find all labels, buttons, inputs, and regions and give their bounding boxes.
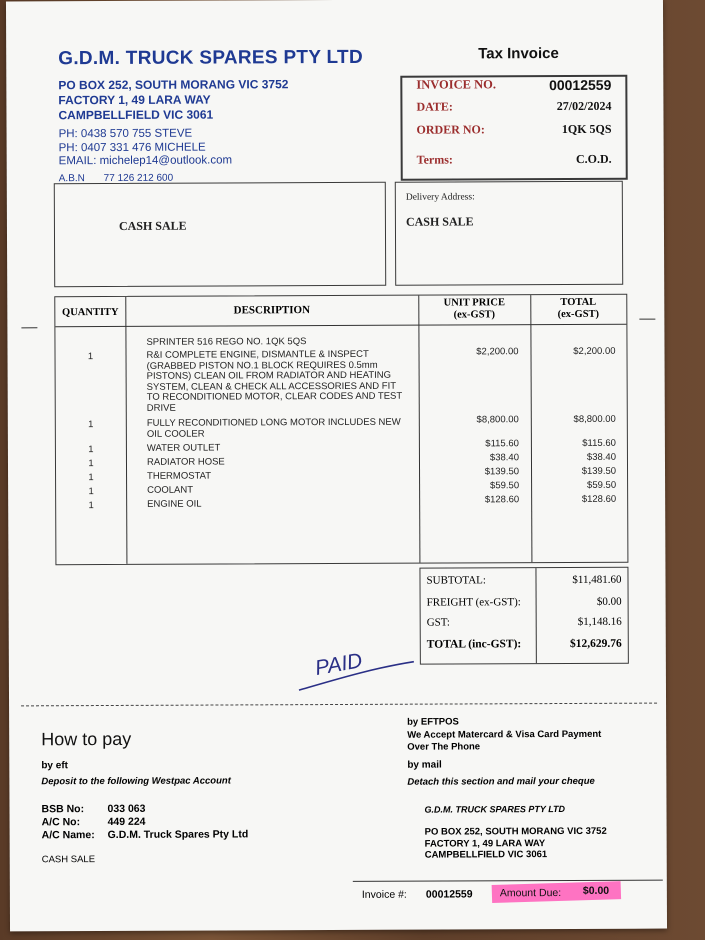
row-6-total: $59.50 [587,479,617,491]
row-7-total: $128.60 [581,493,617,505]
amount-due-label: Amount Due: [499,887,562,900]
totals-box [419,567,628,665]
bill-to-box [54,182,386,287]
col-divider-2 [418,296,420,563]
acno-label: A/C No: [41,816,81,829]
mail-address-2: FACTORY 1, 49 LARA WAY [424,837,546,850]
row-6-qty: 1 [88,486,94,498]
remit-invoice-label: Invoice #: [361,888,407,901]
row-3-qty: 1 [88,444,94,456]
paid-handwriting [294,640,419,696]
remit-invoice-no: 00012559 [425,888,473,901]
email: EMAIL: michelep14@outlook.com [58,154,233,168]
row-1-qty: 1 [87,351,94,363]
bank-details [41,802,248,842]
bill-to-name: CASH SALE [118,218,187,233]
paid-text: PAID [313,649,365,681]
mail-company: G.D.M. TRUCK SPARES PTY LTD [424,804,566,815]
eftpos-label: by EFTPOS [407,716,459,728]
row-2-qty: 1 [88,419,94,431]
row-4-qty: 1 [88,458,94,470]
header-total-sub: (ex-GST) [557,308,600,321]
row-6-unit: $59.50 [490,480,520,492]
table-header-divider [55,324,626,327]
row-3-total: $115.60 [582,437,616,449]
mail-description: Detach this section and mail your cheque [407,775,595,788]
company-address [58,77,288,123]
eftpos-section [407,716,601,754]
delivery-label: Delivery Address: [405,192,475,203]
eftpos-desc-2: Over The Phone [407,741,481,753]
row-5-unit: $139.50 [484,466,520,478]
row-1-desc: R&I COMPLETE ENGINE, DISMANTLE & INSPECT (GRABBED PISTON NO.1 BLOCK REQUIRES 0.5mm PISTONS) CLEAN OIL FROM RADIATOR AND HEATING SYSTEM, CLEAN & CHECK ALL ACCESSORIES AND FIT TO RECONDITIONED MOTOR, CLEAR CODES AND TEST DRIVE [146,348,403,414]
phone-steve: PH: 0438 570 755 STEVE [58,127,193,141]
gst-value: $1,148.16 [577,615,622,628]
row-3-unit: $115.60 [485,438,519,450]
how-to-pay-title: How to pay [41,728,132,750]
vehicle-line: SPRINTER 516 REGO NO. 1QK 5QS [146,336,307,348]
bsb-value: 033 063 [107,802,146,816]
header-unit-price-sub: (ex-GST) [453,309,496,321]
total-label: TOTAL (inc-GST): [426,638,522,651]
eft-description: Deposit to the following Westpac Account [41,775,231,788]
acname-label: A/C Name: [41,829,95,842]
subtotal-label: SUBTOTAL: [426,574,486,587]
tear-off-line [21,703,657,707]
header-unit-price-label: UNIT PRICE [443,297,505,309]
phone-michele: PH: 0407 331 476 MICHELE [58,141,206,154]
acname-value: G.D.M. Truck Spares Pty Ltd [107,828,249,842]
mail-address-3: CAMPBELLFIELD VIC 3061 [424,849,548,861]
subtotal-value: $11,481.60 [572,573,622,586]
abn-label: A.B.N [58,173,85,185]
header-quantity: QUANTITY [62,306,119,319]
header-unit-price [418,297,530,321]
address-line-2: FACTORY 1, 49 LARA WAY [58,92,211,108]
terms-label: Terms: [416,152,453,167]
row-5-desc: THERMOSTAT [147,470,212,482]
invoice-no-value: 00012559 [549,76,612,94]
invoice-info-box [400,75,627,181]
mail-label: by mail [407,759,442,771]
row-5-total: $139.50 [581,465,617,477]
row-5-qty: 1 [88,472,94,484]
items-table [54,294,628,565]
delivery-box [395,181,623,286]
header-description: DESCRIPTION [233,304,311,317]
date-value: 27/02/2024 [556,98,612,114]
document-title: Tax Invoice [478,45,559,63]
row-4-total: $38.40 [586,451,616,463]
row-7-unit: $128.60 [484,494,520,506]
date-label: DATE: [416,99,453,114]
fold-mark-left [21,327,37,328]
address-line-1: PO BOX 252, SOUTH MORANG VIC 3752 [58,77,289,93]
amount-due-value: $0.00 [582,884,610,897]
customer-name: CASH SALE [41,854,96,866]
acno-value: 449 224 [107,815,146,829]
eft-label: by eft [41,760,69,772]
row-6-desc: COOLANT [147,484,194,496]
row-4-desc: RADIATOR HOSE [146,456,225,468]
invoice-no-label: INVOICE NO. [416,77,496,92]
order-label: ORDER NO: [416,122,485,137]
row-2-total: $8,800.00 [573,413,616,425]
mail-address [425,826,607,861]
abn-value: 77 126 212 600 [103,172,174,185]
company-name: G.D.M. TRUCK SPARES PTY LTD [58,46,364,70]
freight-value: $0.00 [596,595,622,608]
header-total [530,297,626,321]
col-divider-3 [530,295,532,562]
row-1-total: $2,200.00 [573,345,616,357]
address-line-3: CAMPBELLFIELD VIC 3061 [58,107,214,123]
invoice-paper [6,0,667,931]
terms-value: C.O.D. [575,151,612,166]
row-1-unit: $2,200.00 [476,346,519,358]
row-2-desc: FULLY RECONDITIONED LONG MOTOR INCLUDES NEW OIL COOLER [146,416,401,440]
header-total-label: TOTAL [560,296,597,309]
mail-address-1: PO BOX 252, SOUTH MORANG VIC 3752 [424,825,607,838]
delivery-value: CASH SALE [405,214,474,229]
row-4-unit: $38.40 [489,452,519,464]
row-2-unit: $8,800.00 [476,414,519,426]
bsb-label: BSB No: [41,803,85,816]
totals-divider [535,568,536,663]
order-value: 1QK 5QS [561,121,612,137]
company-contacts [59,127,233,168]
total-value: $12,629.76 [570,637,622,650]
gst-label: GST: [426,616,451,629]
row-3-desc: WATER OUTLET [146,442,221,454]
eftpos-desc-1: We Accept Matercard & Visa Card Payment [407,728,602,741]
row-7-qty: 1 [88,500,94,512]
freight-label: FREIGHT (ex-GST): [426,596,521,609]
row-7-desc: ENGINE OIL [147,498,202,510]
fold-mark-right [639,319,655,320]
